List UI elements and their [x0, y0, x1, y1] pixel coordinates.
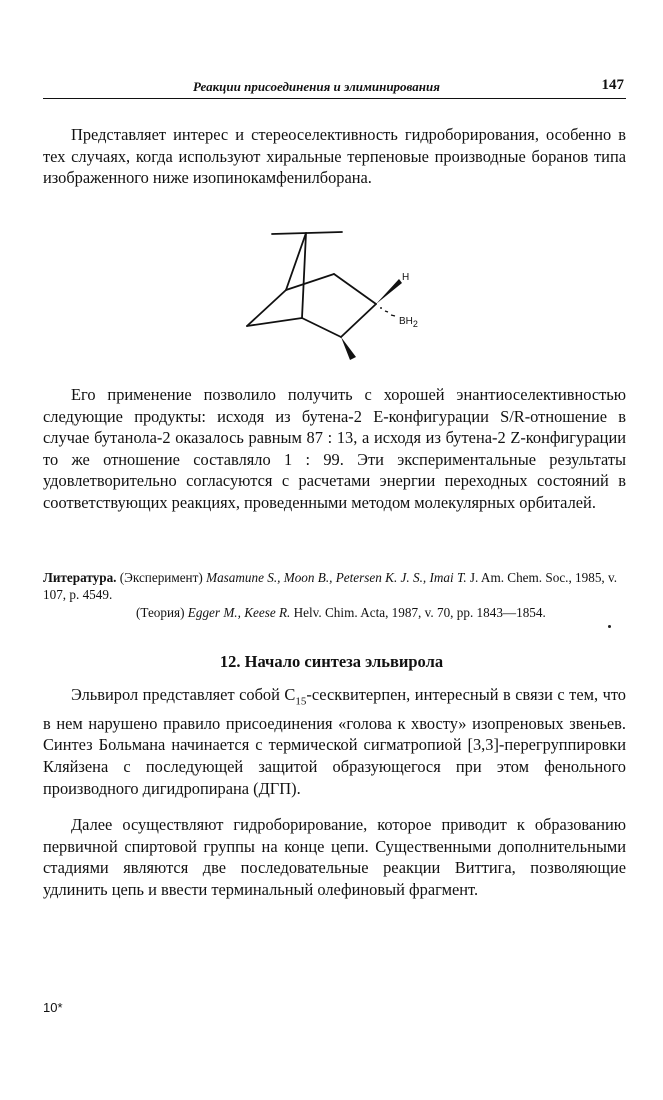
literature-theory [43, 604, 626, 621]
speck [608, 625, 611, 628]
literature-block [43, 569, 626, 621]
bh2-label: BH2 [399, 316, 418, 329]
experiment-authors: Masamune S., Moon B., Petersen K. J. S., Imai T. [206, 570, 467, 585]
theory-authors: Egger M., Keese R. [187, 605, 291, 620]
literature-label: Литература. [43, 570, 117, 585]
elvirol-paragraph: Эльвирол представляет собой $C_{15}$-сесквитерпен, интересный в связи с тем, что в нем нарушено правило присоединения «голова к хвосту» изопреновых звеньев. Синтез Больмана начинается с термической сигматропиой [3,3]-перегруппировки Кляйзена с последующей защитой образующегося при этом фенольного производного дигидропирана (ДГП). [43, 685, 626, 798]
ring-bond-4 [334, 274, 376, 304]
running-header [43, 76, 626, 99]
ring-bond-6 [341, 304, 376, 337]
intro-paragraph: Представляет интерес и стереоселективность гидроборирования, особенно в тех случаях, когда используют хиральные терпеновые производные боранов типа изображенного ниже изопинокамфенилборана. [43, 125, 626, 188]
running-title: Реакции присоединения и элиминирования [193, 79, 440, 94]
theory-tag: (Теория) [136, 605, 185, 620]
experiment-tag: (Эксперимент) [119, 570, 203, 585]
hydrogen-label: H [402, 272, 410, 283]
signature-mark: 10* [43, 1000, 63, 1015]
isopinocampheylborane-structure [230, 222, 420, 372]
literature-experiment [43, 569, 626, 603]
section-title: 12. Начало синтеза эльвирола [219, 652, 444, 671]
experiment-source: J. Am. Chem. Soc., 1985, v. 107, p. 4549. [43, 570, 618, 602]
wedge-bond-methyl [341, 337, 356, 360]
wedge-bond-h [376, 279, 402, 304]
hydroboration-paragraph: Далее осуществляют гидроборирование, которое приводит к образованию первичной спиртовой группы на конце цепи. Существенными дополнительными стадиями являются две последовательные реакции Виттига, позволяющие удлинить цепь и ввести терминальный олефиновый фрагмент. [43, 815, 626, 899]
results-paragraph: Его применение позволило получить с хорошей энантиоселективностью следующие продукты: исходя из бутена-2 E-конфигурации S/R-отношение в случае бутанола-2 оказалось равным 87 : 13, а исходя из бутена-2 Z-конфигурации то же отношение составляло 1 : 99. Эти экспериментальные результаты удовлетворительно согласуются с расчетами энергии переходных состояний в соответствующих реакциях, проведенными методом молекулярных орбиталей. [43, 385, 626, 512]
gem-dimethyl-bond [272, 232, 342, 234]
theory-source: Helv. Chim. Acta, 1987, v. 70, pp. 1843—1854. [293, 605, 546, 620]
ring-bond-5 [302, 318, 341, 337]
page-number: 147 [601, 77, 624, 93]
ring-bond-3 [286, 274, 334, 290]
bridge-bond-right [302, 233, 306, 318]
